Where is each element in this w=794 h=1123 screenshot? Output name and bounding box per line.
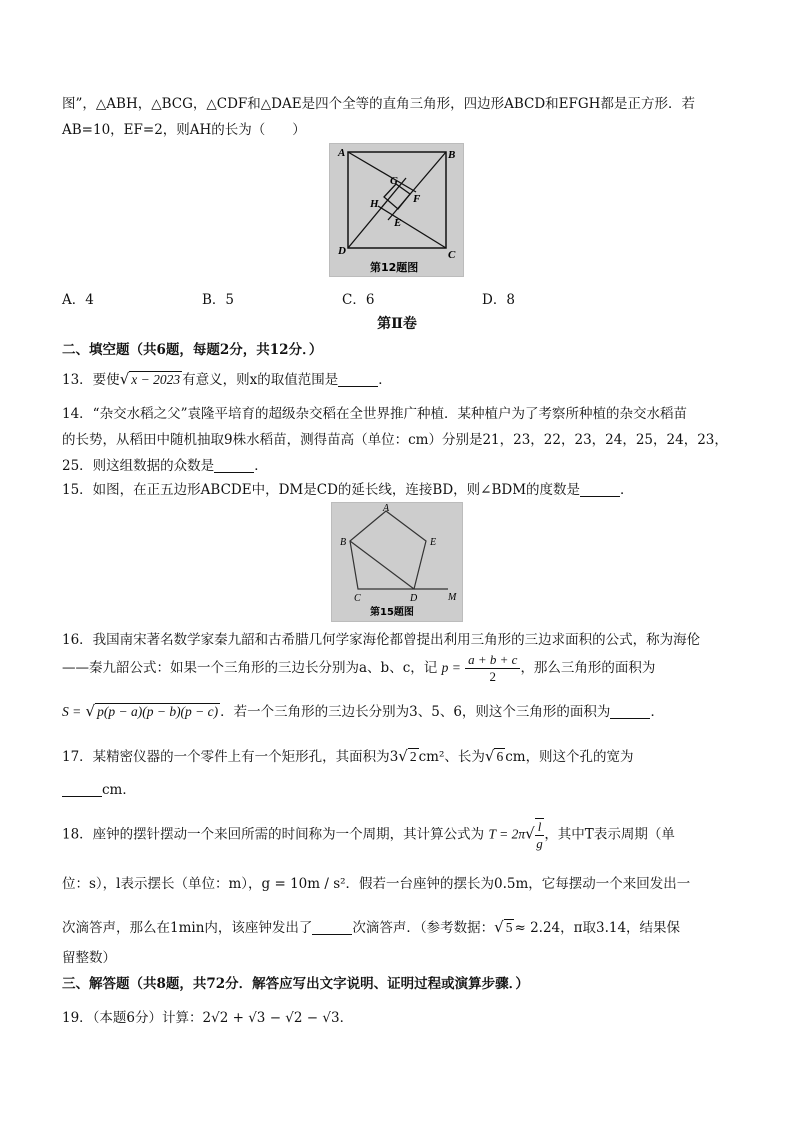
q15-end: ． [620, 482, 634, 498]
q18-ref-rad: 5 [505, 920, 513, 935]
label-d: D [338, 245, 346, 257]
q16-line2-post: ，那么三角形的面积为 [520, 660, 656, 676]
q18-pre: 18．座钟的摆针摆动一个来回所需的时间称为一个周期，其计算公式为 [62, 826, 485, 843]
q14-line3-text: 25．则这组数据的众数是 [62, 458, 215, 474]
q18-fraction [535, 818, 545, 852]
q17-area-rad: 2 [409, 749, 417, 764]
q18-line1: 18．座钟的摆针摆动一个来回所需的时间称为一个周期，其计算公式为 T = 2π√ $\frac{l}{g}$ ，其中T表示周期（单 [62, 819, 675, 851]
q12-option-b: B．5 [202, 292, 235, 308]
q18-numerator: l [535, 819, 545, 836]
q18-post: ，其中T表示周期（单 [544, 826, 675, 843]
q17-mid: 、长为 [444, 749, 485, 765]
label-c: C [448, 249, 456, 261]
q17-area-coef: 3 [389, 749, 399, 765]
q13-pre: 13．要使 [62, 372, 120, 388]
q14-end: ． [254, 458, 268, 474]
q17-line1: 17．某精密仪器的一个零件上有一个矩形孔，其面积为3√ 2 cm²、长为√ 6 cm，则这个孔的宽为 [62, 747, 634, 765]
q17-post: ，则这个孔的宽为 [525, 749, 634, 765]
q13-radicand: x − 2023 [131, 372, 181, 387]
q12-option-d: D．8 [482, 292, 515, 308]
q16-end: ． [650, 704, 664, 720]
q12-line2: AB=10，EF=2，则AH的长为（ ） [62, 122, 306, 138]
q14-line1: 14．“杂交水稻之父”袁隆平培育的超级杂交稻在全世界推广种植．某种植户为了考察所种植的杂交水稻苗 [62, 406, 687, 422]
q18-line3-post: ≈ 2.24，π取3.14，结果保 [514, 920, 681, 936]
q15-answer-blank[interactable] [580, 482, 620, 497]
q17-pre: 17．某精密仪器的一个零件上有一个矩形孔，其面积为 [62, 749, 390, 765]
q19-expr: 2√2 + √3 − √2 − √3 [202, 1010, 340, 1026]
label-m: M [448, 592, 457, 603]
q16-s-lhs: S = [62, 704, 82, 719]
q16-line2 [62, 652, 655, 685]
q17-area-unit: cm² [418, 749, 445, 765]
q16-p-fraction [465, 652, 520, 685]
q17-len-rad: 6 [496, 749, 504, 764]
q17-len-unit: cm [505, 749, 526, 765]
q17-line2 [62, 778, 136, 798]
q12-fig-caption: 第12题图 [370, 261, 419, 274]
q19-pre: 19．（本题6分）计算： [62, 1010, 203, 1026]
q17-line2-end: cm． [102, 782, 136, 798]
q13-post: 有意义，则x的取值范围是 [182, 372, 339, 388]
q14-answer-blank[interactable] [214, 458, 254, 473]
q19 [62, 1006, 353, 1026]
q15-fig-caption: 第15题图 [370, 607, 414, 618]
q16-s-radicand: p(p − a)(p − b)(p − c) [97, 704, 219, 719]
q15-figure [331, 502, 463, 622]
label-b: B [340, 537, 347, 548]
q12-option-a: A．4 [62, 292, 94, 308]
q18-line3-pre: 次滴答声，那么在1min内，该座钟发出了 [62, 920, 313, 936]
q19-end: ． [339, 1010, 354, 1026]
q15-text: 15．如图，在正五边形ABCDE中，DM是CD的延长线，连接BD，则∠BDM的度数是 [62, 482, 581, 498]
q14-line3 [62, 454, 268, 474]
label-e: E [394, 217, 402, 229]
q16-p-lhs: p = [441, 660, 461, 675]
label-f: F [413, 193, 421, 205]
label-h: H [370, 198, 379, 210]
q17-answer-blank[interactable] [62, 782, 102, 797]
q15-line [62, 478, 634, 498]
q16-p-numerator: a + b + c [465, 652, 520, 669]
q18-formula-lhs: T = 2π [488, 826, 526, 842]
q13-end: ． [378, 372, 392, 388]
q14-line2: 的长势，从稻田中随机抽取9株水稻苗，测得苗高（单位：cm）分别是21，23，22，23，24，25，24，23， [62, 432, 728, 448]
q18-line2: 位：s），l表示摆长（单位：m），g = 10m / s²．假若一台座钟的摆长为0.5m，它每摆动一个来回发出一 [62, 876, 691, 892]
section2-title: 第Ⅱ卷 [377, 316, 417, 332]
q18-line4: 留整数） [62, 950, 116, 966]
q12-option-c: C．6 [342, 292, 375, 308]
part3-heading: 三、解答题（共8题，共72分．解答应写出文字说明、证明过程或演算步骤．） [62, 976, 529, 992]
q16-answer-blank[interactable] [610, 704, 650, 719]
q16-line2-pre: ——秦九韶公式：如果一个三角形的三边长分别为a、b、c，记 [62, 660, 438, 676]
part2-heading: 二、填空题（共6题，每题2分，共12分．） [62, 342, 323, 358]
q18-line3: 次滴答声，那么在1min内，该座钟发出了 次滴答声．（参考数据：√ 5 ≈ 2.24，π取3.14，结果保 [62, 918, 681, 936]
q16-line1: 16．我国南宋著名数学家秦九韶和古希腊几何学家海伦都曾提出利用三角形的三边求面积的公式，称为海伦 [62, 632, 701, 648]
q16-line3: S = √ p(p − a)(p − b)(p − c) ．若一个三角形的三边长分别为3、5、6，则这个三角形的面积为 ． [62, 702, 664, 720]
label-a: A [383, 503, 390, 514]
label-c: C [354, 593, 361, 604]
q12-figure [329, 143, 464, 277]
label-d: D [410, 593, 418, 604]
q18-answer-blank[interactable] [312, 920, 352, 935]
q16-p-denominator: 2 [489, 669, 497, 684]
label-b: B [448, 149, 456, 161]
label-e: E [430, 537, 437, 548]
q13-answer-blank[interactable] [338, 372, 378, 387]
label-g: G [390, 175, 398, 187]
label-a: A [338, 147, 346, 159]
q16-line3-post: ．若一个三角形的三边长分别为3、5、6，则这个三角形的面积为 [220, 704, 611, 720]
q18-line3-mid: 次滴答声．（参考数据： [352, 920, 495, 936]
q13: 13．要使√ x − 2023 有意义，则x的取值范围是 ． [62, 370, 392, 388]
q18-denominator: g [536, 836, 543, 851]
q12-line1: 图”，△ABH，△BCG，△CDF和△DAE是四个全等的直角三角形，四边形ABCD和EFGH都是正方形．若 [62, 96, 695, 112]
